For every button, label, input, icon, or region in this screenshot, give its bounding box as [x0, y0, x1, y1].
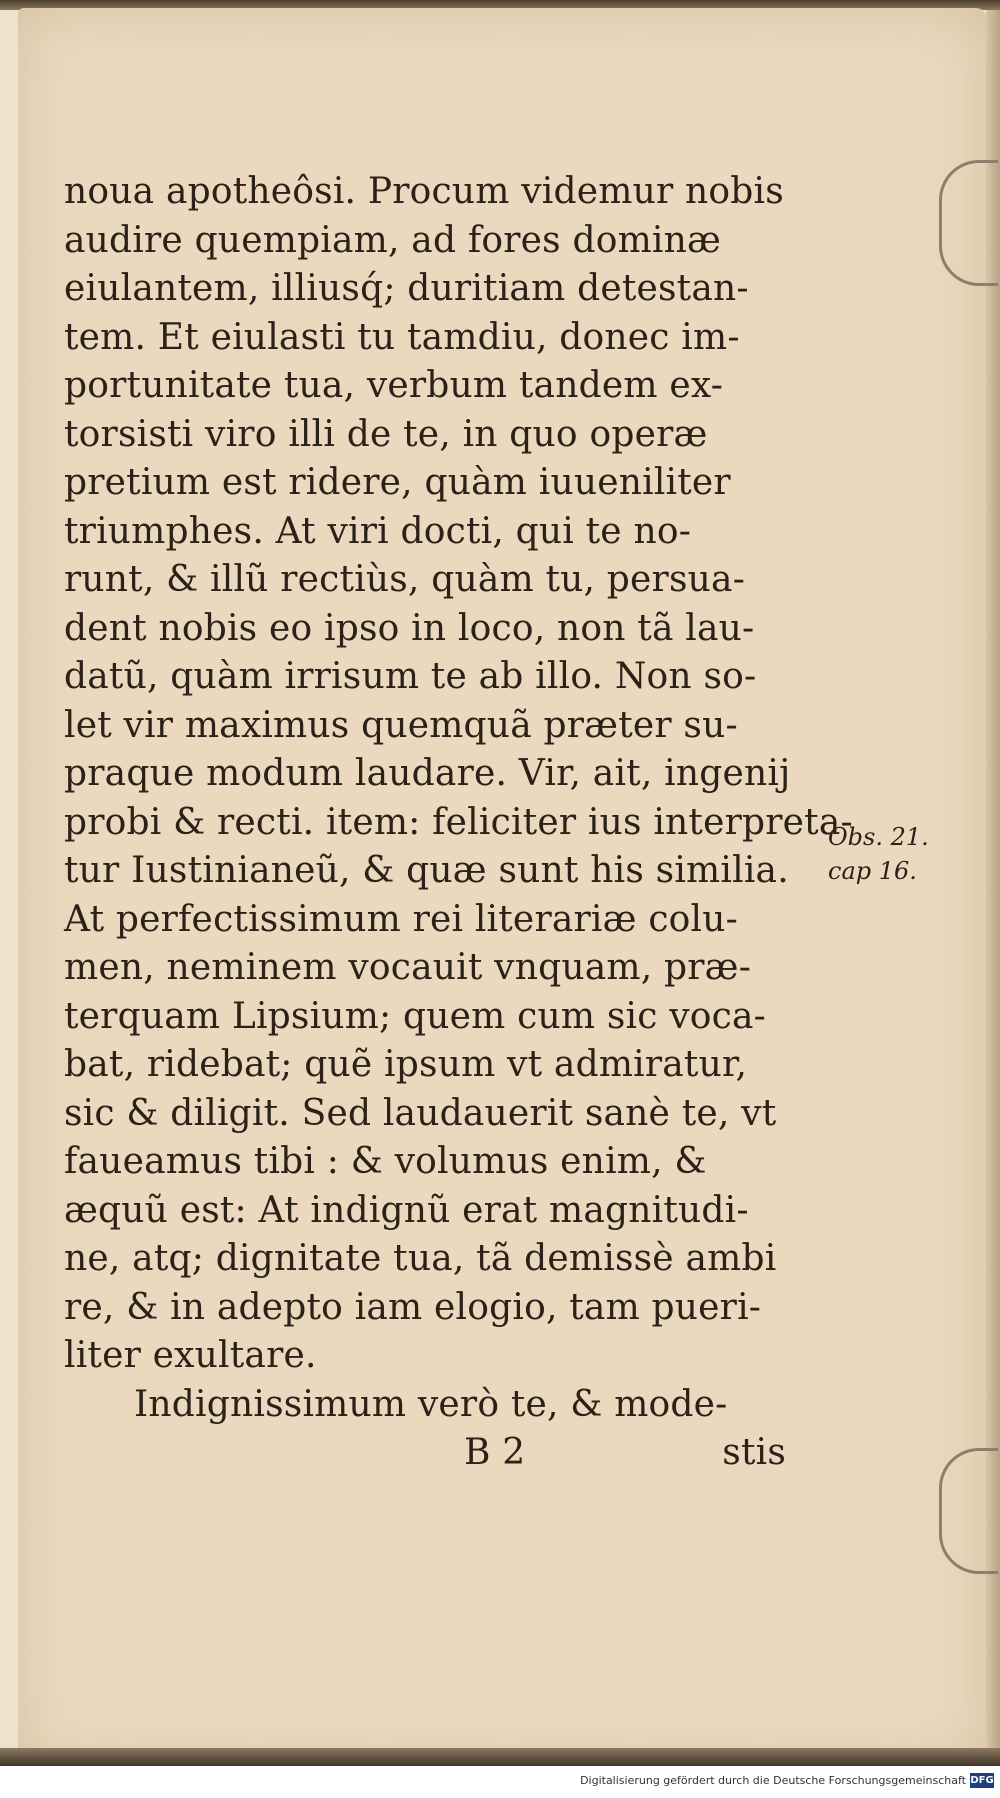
margin-note [828, 820, 929, 888]
text-line: eiulantem, illiusq́; duritiam detestan- [64, 268, 749, 309]
signature-line [64, 1429, 796, 1478]
upper-clasp-shadow [939, 160, 998, 286]
text-line: At perfectissimum rei literariæ colu- [64, 898, 739, 940]
text-line: liter exultare. [64, 1335, 317, 1376]
footer-credit: Digitalisierung gefördert durch die Deutsche Forschungsgemeinschaft [580, 1774, 966, 1787]
margin-note-line: Obs. 21. [828, 823, 929, 851]
text-line: bat, ridebat; quẽ ipsum vt admiratur, [64, 1044, 748, 1085]
text-line: runt, & illũ rectiùs, quàm tu, persua- [64, 559, 746, 600]
text-line: probi & recti. item: feliciter ius interpreta- [64, 801, 853, 843]
text-line: torsisti viro illi de te, in quo operæ [64, 413, 708, 455]
text-line: ne, atq; dignitate tua, tã demissè ambi [64, 1238, 777, 1279]
lower-clasp-shadow [939, 1448, 998, 1574]
text-line: men, neminem vocauit vnquam, præ- [64, 947, 752, 988]
text-line: re, & in adepto iam elogio, tam pueri- [64, 1286, 762, 1328]
text-line: Indignissimum verò te, & mode- [134, 1383, 728, 1425]
text-line: terquam Lipsium; quem cum sic voca- [64, 995, 767, 1037]
text-line: let vir maximus quemquã præter su- [64, 704, 738, 746]
text-line: pretium est ridere, quàm iuueniliter [64, 462, 731, 503]
text-line: æquũ est: At indignũ erat magnitudi- [64, 1189, 749, 1231]
dfg-logo: DFG [970, 1775, 994, 1786]
text-line: praque modum laudare. Vir, ait, ingenij [64, 753, 791, 794]
text-line: tem. Et eiulasti tu tamdiu, donec im- [64, 316, 740, 358]
bottom-binding-edge [0, 1748, 1000, 1766]
text-line: portunitate tua, verbum tandem ex- [64, 365, 724, 406]
text-line: sic & diligit. Sed laudauerit sanè te, vt [64, 1092, 777, 1134]
digitization-footer [0, 1766, 1000, 1798]
margin-note-line: cap 16. [828, 857, 917, 885]
text-line: triumphes. At viri docti, qui te no- [64, 510, 692, 552]
catchword: stis [722, 1432, 786, 1473]
text-line: audire quempiam, ad fores dominæ [64, 219, 722, 261]
text-line: datũ, quàm irrisum te ab illo. Non so- [64, 656, 757, 697]
text-line: dent nobis eo ipso in loco, non tã lau- [64, 607, 755, 649]
text-line: faueamus tibi : & volumus enim, & [64, 1141, 707, 1182]
signature-mark: B 2 [464, 1432, 526, 1473]
page-text [64, 168, 853, 1478]
text-line: tur Iustinianeũ, & quæ sunt his similia. [64, 850, 789, 891]
text-line: noua apotheôsi. Procum videmur nobis [64, 171, 784, 212]
